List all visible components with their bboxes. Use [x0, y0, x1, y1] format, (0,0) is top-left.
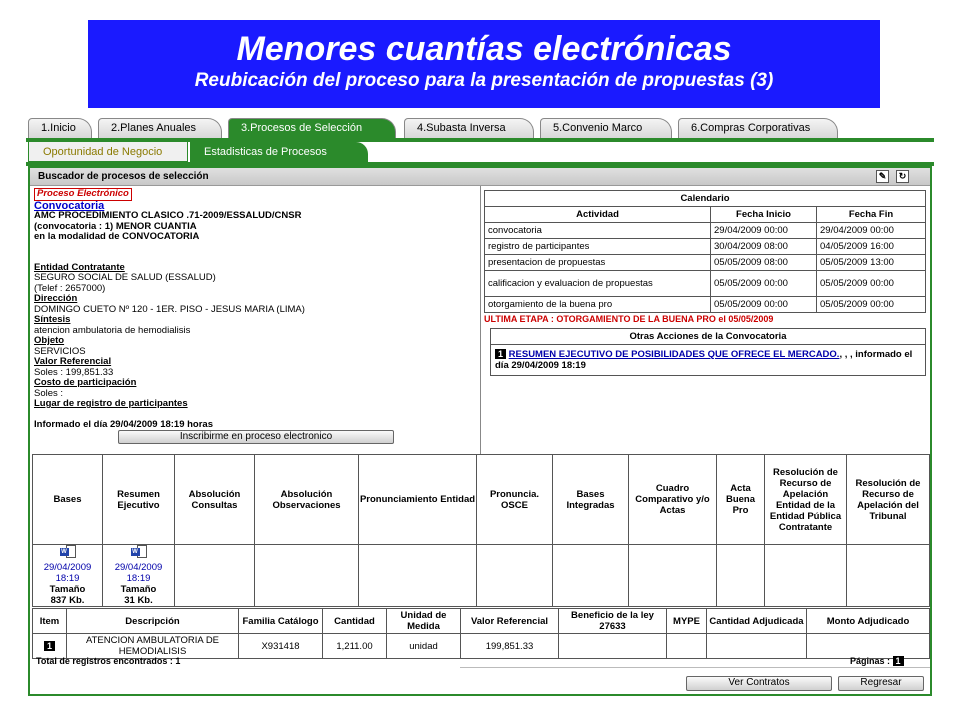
resumen-time: 18:19 — [126, 573, 151, 584]
table-row — [33, 545, 930, 607]
col-cuadro: Cuadro Comparativo y/o Actas — [629, 455, 717, 545]
col-cantidad: Cantidad — [323, 609, 387, 634]
cell — [175, 545, 255, 607]
cell — [255, 545, 359, 607]
table-row — [485, 223, 926, 239]
title-banner — [88, 20, 880, 108]
cell: 05/05/2009 00:00 — [711, 271, 817, 297]
cell: 05/05/2009 00:00 — [711, 297, 817, 313]
pagination — [850, 656, 904, 666]
divider — [480, 186, 481, 454]
tab-convenio-marco[interactable]: 5.Convenio Marco — [540, 118, 672, 138]
convocatoria-link[interactable]: Convocatoria — [34, 199, 105, 212]
paginas-label: Páginas : — [850, 656, 891, 666]
item-cell — [33, 634, 67, 659]
otras-acciones — [490, 328, 926, 376]
slide-title: Menores cuantías electrónicas — [236, 30, 732, 68]
process-line1: AMC PROCEDIMIENTO CLASICO .71-2009/ESSALUD/CNSR — [34, 210, 302, 221]
cell — [807, 634, 930, 659]
cell: 05/05/2009 00:00 — [817, 297, 926, 313]
entidad-label: Entidad Contratante — [34, 261, 125, 273]
action-number: 1 — [495, 349, 506, 359]
direccion-value: DOMINGO CUETO Nº 120 - 1ER. PISO - JESUS MARIA (LIMA) — [34, 303, 305, 315]
col-fecha-inicio: Fecha Inicio — [711, 207, 817, 223]
valor-cell: 199,851.33 — [461, 634, 559, 659]
descripcion-cell: ATENCION AMBULATORIA DE HEMODIALISIS — [67, 634, 239, 659]
cell — [847, 545, 930, 607]
inscribirme-button[interactable]: Inscribirme en proceso electronico — [118, 430, 394, 444]
cell: otorgamiento de la buena pro — [485, 297, 711, 313]
col-bases: Bases — [33, 455, 103, 545]
tab-inicio[interactable]: 1.Inicio — [28, 118, 92, 138]
tab-subasta-inversa[interactable]: 4.Subasta Inversa — [404, 118, 534, 138]
col-item: Item — [33, 609, 67, 634]
sintesis-value: atencion ambulatoria de hemodialisis — [34, 324, 191, 336]
cell — [765, 545, 847, 607]
cell: 05/05/2009 08:00 — [711, 255, 817, 271]
col-res-entidad: Resolución de Recurso de Apelación Entidad de la Entidad Pública Contratante — [765, 455, 847, 545]
table-row — [485, 297, 926, 313]
cell: 30/04/2009 08:00 — [711, 239, 817, 255]
action-info: , , , informado el día 29/04/2009 18:19 — [495, 349, 913, 371]
word-doc-icon[interactable]: W — [131, 545, 147, 559]
objeto-value: SERVICIOS — [34, 345, 86, 357]
col-res-tribunal: Resolución de Recurso de Apelación del Tribunal — [847, 455, 930, 545]
col-cant-adjudicada: Cantidad Adjudicada — [707, 609, 807, 634]
subtab-estadisticas[interactable]: Estadisticas de Procesos — [190, 142, 368, 162]
word-doc-icon[interactable]: W — [60, 545, 76, 559]
col-acta: Acta Buena Pro — [717, 455, 765, 545]
unidad-cell: unidad — [387, 634, 461, 659]
col-pronunciamiento: Pronunciamiento Entidad — [359, 455, 477, 545]
objeto-label: Objeto — [34, 335, 65, 346]
subtab-oportunidad[interactable]: Oportunidad de Negocio — [28, 142, 188, 162]
cell: 05/05/2009 00:00 — [817, 271, 926, 297]
divider — [460, 667, 930, 668]
edit-icon[interactable]: ✎ — [876, 170, 889, 183]
cell: calificacion y evaluacion de propuestas — [485, 271, 711, 297]
resumen-ejecutivo-link[interactable]: RESUMEN EJECUTIVO DE POSIBILIDADES QUE OFRECE EL MERCADO. — [508, 349, 840, 360]
tab-planes-anuales[interactable]: 2.Planes Anuales — [98, 118, 222, 138]
table-row — [485, 271, 926, 297]
refresh-icon[interactable]: ↻ — [896, 170, 909, 183]
sintesis-label: Síntesis — [34, 314, 71, 325]
tab-procesos-seleccion[interactable]: 3.Procesos de Selección — [228, 118, 396, 138]
col-actividad: Actividad — [485, 207, 711, 223]
panel-header — [30, 168, 930, 186]
col-abs-consultas: Absolución Consultas — [175, 455, 255, 545]
tab-compras-corporativas[interactable]: 6.Compras Corporativas — [678, 118, 838, 138]
items-table — [32, 608, 930, 659]
bases-size-label: Tamaño — [49, 584, 86, 595]
cell: convocatoria — [485, 223, 711, 239]
cell: 29/04/2009 00:00 — [711, 223, 817, 239]
col-osce: Pronuncia. OSCE — [477, 455, 553, 545]
entidad-value: SEGURO SOCIAL DE SALUD (ESSALUD) — [34, 272, 216, 283]
cell: 29/04/2009 00:00 — [817, 223, 926, 239]
table-row — [33, 634, 930, 659]
familia-cell: X931418 — [239, 634, 323, 659]
cell — [667, 634, 707, 659]
telefono: (Telef : 2657000) — [34, 282, 106, 294]
direccion-label: Dirección — [34, 293, 78, 304]
cell: registro de participantes — [485, 239, 711, 255]
col-descripcion: Descripción — [67, 609, 239, 634]
resumen-size: 31 Kb. — [124, 595, 153, 606]
col-fecha-fin: Fecha Fin — [817, 207, 926, 223]
search-panel — [28, 166, 932, 696]
panel-title: Buscador de procesos de selección — [38, 171, 209, 182]
ver-contratos-button[interactable]: Ver Contratos — [686, 676, 832, 691]
informado-text: Informado el día 29/04/2009 18:19 horas — [34, 418, 214, 430]
process-tag: Proceso Electrónico — [34, 188, 132, 201]
page-1-link[interactable]: 1 — [893, 656, 904, 666]
item-number[interactable]: 1 — [44, 641, 55, 651]
cell — [629, 545, 717, 607]
slide-subtitle: Reubicación del proceso para la presentación de propuestas (3) — [194, 70, 774, 91]
valor-label: Valor Referencial — [34, 356, 112, 367]
col-resumen: Resumen Ejecutivo — [103, 455, 175, 545]
col-valor: Valor Referencial — [461, 609, 559, 634]
calendar-table — [484, 190, 926, 313]
lugar-label: Lugar de registro de participantes — [34, 398, 188, 409]
resumen-date: 29/04/2009 — [114, 562, 163, 573]
col-bases-integradas: Bases Integradas — [553, 455, 629, 545]
cell — [553, 545, 629, 607]
bases-time: 18:19 — [55, 573, 80, 584]
col-abs-observaciones: Absolución Observaciones — [255, 455, 359, 545]
cell: 04/05/2009 16:00 — [817, 239, 926, 255]
resumen-cell — [103, 545, 175, 607]
table-row — [485, 255, 926, 271]
cell — [477, 545, 553, 607]
col-mype: MYPE — [667, 609, 707, 634]
resumen-size-label: Tamaño — [120, 584, 157, 595]
documents-table — [32, 454, 930, 607]
process-line2: (convocatoria : 1) MENOR CUANTIA — [34, 220, 197, 232]
cell — [559, 634, 667, 659]
cell — [707, 634, 807, 659]
otras-title: Otras Acciones de la Convocatoria — [491, 329, 925, 345]
costo-label: Costo de participación — [34, 377, 137, 388]
calendar-title: Calendario — [485, 191, 926, 207]
bases-cell — [33, 545, 103, 607]
process-details — [34, 188, 478, 444]
total-records: Total de registros encontrados : 1 — [36, 656, 181, 666]
cell: presentacion de propuestas — [485, 255, 711, 271]
col-unidad: Unidad de Medida — [387, 609, 461, 634]
col-familia: Familia Catálogo — [239, 609, 323, 634]
valor-value: Soles : 199,851.33 — [34, 366, 114, 378]
col-beneficio: Beneficio de la ley 27633 — [559, 609, 667, 634]
cell — [717, 545, 765, 607]
cell — [359, 545, 477, 607]
cantidad-cell: 1,211.00 — [323, 634, 387, 659]
process-line3: en la modalidad de CONVOCATORIA — [34, 231, 200, 242]
ultima-etapa: ULTIMA ETAPA : OTORGAMIENTO DE LA BUENA PRO el 05/05/2009 — [484, 314, 774, 324]
col-monto-adjudicado: Monto Adjudicado — [807, 609, 930, 634]
cell: 05/05/2009 13:00 — [817, 255, 926, 271]
costo-value: Soles : — [34, 387, 64, 399]
regresar-button[interactable]: Regresar — [838, 676, 924, 691]
table-row — [485, 239, 926, 255]
bases-size: 837 Kb. — [50, 595, 85, 606]
bases-date: 29/04/2009 — [43, 562, 92, 573]
